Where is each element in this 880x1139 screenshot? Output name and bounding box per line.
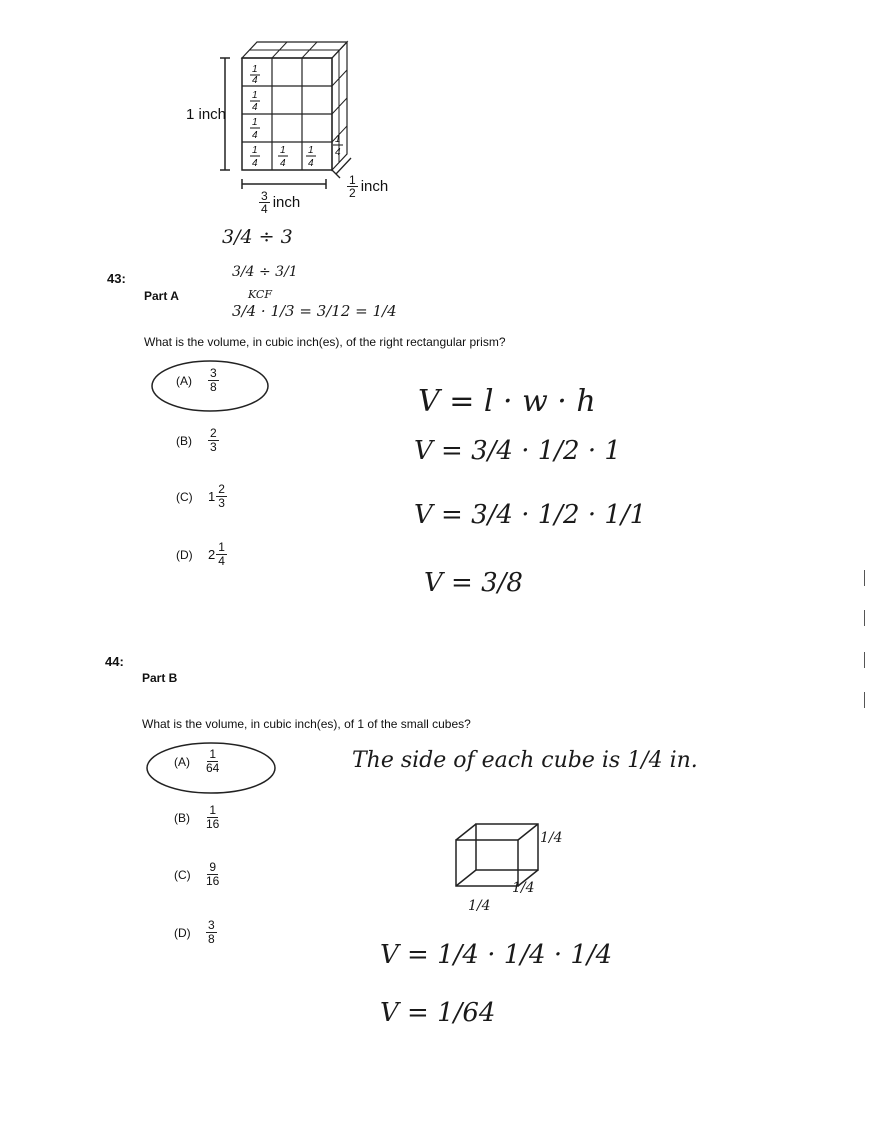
svg-text:1: 1 xyxy=(252,117,258,128)
q44-choice-c-num: 9 xyxy=(209,860,217,874)
svg-text:4: 4 xyxy=(308,158,314,169)
work-top-line-2: 3/4 ÷ 3/1 xyxy=(232,264,298,280)
width-label-num: 3 xyxy=(261,189,268,203)
depth-label xyxy=(347,174,388,199)
depth-label-num: 1 xyxy=(349,173,356,187)
svg-text:1: 1 xyxy=(252,90,258,101)
svg-text:1: 1 xyxy=(280,145,286,156)
q43-work-line-4: V = 3/8 xyxy=(424,568,523,598)
small-cube-label-depth: 1/4 xyxy=(512,880,535,896)
q43-choice-d-den: 4 xyxy=(218,554,225,568)
question-44-prompt: What is the volume, in cubic inch(es), of 1 of the small cubes? xyxy=(142,717,471,731)
q43-choice-a-letter: (A) xyxy=(176,373,192,388)
q43-choice-c-den: 3 xyxy=(218,496,225,510)
small-cube-sketch xyxy=(448,812,558,922)
small-cube-label-side: 1/4 xyxy=(540,830,563,846)
q44-work-line-1: V = 1/4 · 1/4 · 1/4 xyxy=(380,940,613,970)
q44-work-line-2: V = 1/64 xyxy=(380,998,496,1028)
question-43-prompt: What is the volume, in cubic inch(es), of the right rectangular prism? xyxy=(144,335,506,349)
q44-choice-c-letter: (C) xyxy=(174,867,191,882)
q43-choice-d-letter: (D) xyxy=(176,547,193,562)
q44-choice-a-num: 1 xyxy=(209,747,217,761)
q44-choice-d-letter: (D) xyxy=(174,925,191,940)
q43-choice-c[interactable] xyxy=(176,483,227,510)
width-label-den: 4 xyxy=(261,202,268,216)
work-top-line-3: KCF xyxy=(248,288,272,301)
q44-work-note: The side of each cube is 1/4 in. xyxy=(352,748,698,773)
svg-text:4: 4 xyxy=(252,102,258,113)
scan-mark xyxy=(864,692,865,708)
scan-mark xyxy=(864,610,865,626)
q44-choice-b-den: 16 xyxy=(206,817,220,831)
question-43-number: 43: xyxy=(107,271,126,286)
work-top-line-4: 3/4 · 1/3 = 3/12 = 1/4 xyxy=(232,302,397,320)
q43-choice-b-den: 3 xyxy=(210,440,217,454)
q43-choice-a[interactable] xyxy=(176,367,219,394)
q44-choice-d-num: 3 xyxy=(208,918,215,932)
q43-choice-d[interactable] xyxy=(176,541,227,568)
width-label xyxy=(259,190,300,215)
q44-choice-b-letter: (B) xyxy=(174,810,190,825)
svg-text:4: 4 xyxy=(280,158,286,169)
svg-text:1: 1 xyxy=(308,145,314,156)
q44-choice-d-den: 8 xyxy=(208,932,215,946)
svg-text:1: 1 xyxy=(252,64,258,75)
question-44-number: 44: xyxy=(105,654,124,669)
depth-label-den: 2 xyxy=(349,186,356,200)
q43-choice-d-whole: 2 xyxy=(208,547,216,562)
q43-choice-a-den: 8 xyxy=(210,380,217,394)
svg-text:1: 1 xyxy=(252,145,258,156)
q43-choice-b-letter: (B) xyxy=(176,433,192,448)
work-top-line-1: 3/4 ÷ 3 xyxy=(222,226,293,248)
small-cube-label-width: 1/4 xyxy=(468,898,491,914)
scan-mark xyxy=(864,652,865,668)
q43-work-line-1: V = l · w · h xyxy=(418,384,596,419)
q43-choice-c-letter: (C) xyxy=(176,489,193,504)
svg-text:4: 4 xyxy=(335,147,341,158)
q44-choice-c[interactable] xyxy=(174,861,219,888)
q43-work-line-3: V = 3/4 · 1/2 · 1/1 xyxy=(414,500,647,530)
svg-text:4: 4 xyxy=(252,75,258,86)
height-label: 1 inch xyxy=(186,106,227,123)
q43-choice-a-num: 3 xyxy=(210,366,217,380)
q43-choice-b-num: 2 xyxy=(210,426,217,440)
q43-work-line-2: V = 3/4 · 1/2 · 1 xyxy=(414,436,621,466)
question-43-part: Part A xyxy=(144,289,179,303)
q44-choice-a-letter: (A) xyxy=(174,754,190,769)
q43-choice-c-num: 2 xyxy=(218,482,225,496)
question-44-part: Part B xyxy=(142,671,178,685)
q44-choice-a-den: 64 xyxy=(206,761,220,775)
q44-choice-b[interactable] xyxy=(174,804,219,831)
depth-label-unit: inch xyxy=(360,178,389,195)
scan-mark xyxy=(864,570,865,586)
q43-choice-b[interactable] xyxy=(176,427,219,454)
q44-choice-b-num: 1 xyxy=(209,803,217,817)
q44-choice-a[interactable] xyxy=(174,748,219,775)
svg-text:4: 4 xyxy=(252,130,258,141)
svg-text:1: 1 xyxy=(335,134,341,145)
q44-choice-c-den: 16 xyxy=(206,874,220,888)
q43-choice-d-num: 1 xyxy=(218,540,225,554)
q43-choice-c-whole: 1 xyxy=(208,489,216,504)
svg-text:4: 4 xyxy=(252,158,258,169)
q44-choice-d[interactable] xyxy=(174,919,217,946)
width-label-unit: inch xyxy=(272,194,301,211)
